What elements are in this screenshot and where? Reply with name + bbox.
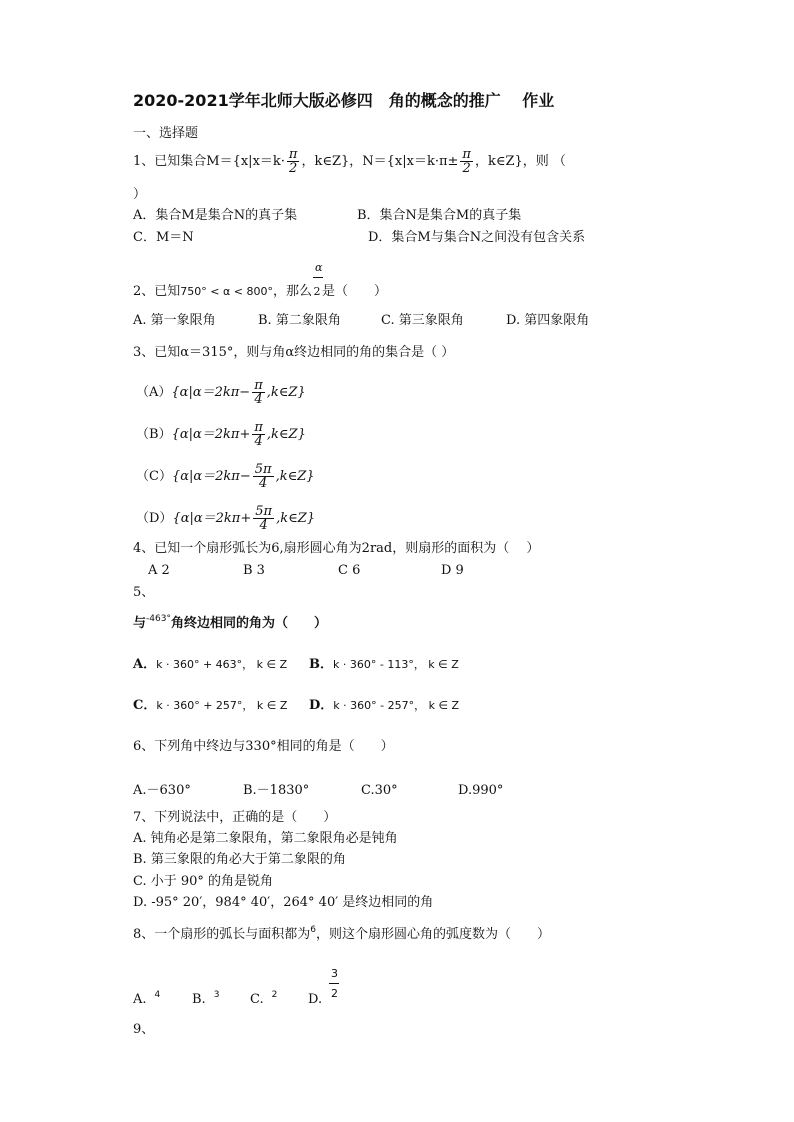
question-5-stem: 与$^{-463^\circ}$角终边相同的角为（ ）	[133, 614, 327, 631]
question-3-option-c: （C）{α|α＝2kπ− $\frac{5\pi}{4}$ ,k∈Z}	[136, 462, 315, 491]
question-1-option-a: A．集合M是集合N的真子集	[133, 208, 298, 223]
question-7-option-c: C. 小于 90° 的角是锐角	[133, 874, 274, 889]
question-8-option-d-numerator: 3	[331, 967, 338, 980]
question-6-option-d: D.990°	[458, 783, 504, 798]
question-1-option-c: C．M＝N	[133, 230, 194, 245]
question-3-option-d: （D）{α|α＝2kπ+ $\frac{5\pi}{4}$ ,k∈Z}	[136, 504, 315, 533]
question-7-option-b: B. 第三象限的角必大于第二象限的角	[133, 852, 346, 867]
question-5-option-c: C．k · 360° + 257°， k ∈ Z	[133, 698, 288, 713]
question-1-option-b: B．集合N是集合M的真子集	[357, 208, 522, 223]
question-6-option-b: B.－1830°	[243, 783, 310, 798]
question-6-option-c: C.30°	[361, 783, 398, 798]
question-8-stem: 8、一个扇形的弧长与面积都为$^6$，则这个扇形圆心角的弧度数为（ ）	[133, 925, 551, 942]
question-2-option-b: B. 第二象限角	[258, 313, 341, 328]
page-title: 2020-2021学年北师大版必修四 角的概念的推广 作业	[133, 91, 555, 110]
question-6-stem: 6、下列角中终边与330°相同的角是（ ）	[133, 739, 394, 754]
question-5-option-d: D．k · 360° - 257°， k ∈ Z	[309, 698, 460, 713]
question-1-stem: 1、已知集合M＝{x|x＝k· $\frac{\pi}{2}$ ，k∈Z}，N＝{x|x＝k·π± $\frac{\pi}{2}$ ，k∈Z}，则 （	[133, 147, 566, 176]
question-8-option-a: A. $^4$	[133, 990, 161, 1007]
question-4-option-d: D 9	[441, 563, 464, 578]
question-2-fraction-bar	[313, 277, 323, 278]
question-4-option-c: C 6	[338, 563, 361, 578]
question-2-stem: 2、已知750° < α < 800°，那么 2 是（ ）	[133, 284, 387, 299]
question-9-number: 9、	[133, 1022, 155, 1037]
question-4-option-a: A 2	[148, 563, 170, 578]
question-8-option-d-denominator: 2	[331, 987, 338, 1000]
question-5-option-b: B．k · 360° - 113°， k ∈ Z	[309, 657, 459, 672]
question-2-condition: 750° < α < 800°	[180, 285, 273, 298]
fraction-pi-over-2-b: $\frac{\pi}{2}$	[462, 147, 471, 176]
question-8-option-d: D.	[308, 992, 323, 1007]
question-2-option-c: C. 第三象限角	[381, 313, 464, 328]
question-3-option-b: （B）{α|α＝2kπ+ $\frac{\pi}{4}$ ,k∈Z}	[136, 420, 306, 449]
question-5-option-a: A．k · 360° + 463°， k ∈ Z	[133, 657, 288, 672]
fraction-pi-over-2: $\frac{\pi}{2}$	[288, 147, 298, 176]
question-2-half-numerator: α	[315, 261, 323, 274]
question-5-number: 5、	[133, 585, 155, 600]
question-4-option-b: B 3	[243, 563, 265, 578]
question-4-stem: 4、已知一个扇形弧长为6,扇形圆心角为2rad，则扇形的面积为（ ）	[133, 541, 540, 556]
question-2-option-d: D. 第四象限角	[506, 313, 590, 328]
question-8-fraction-bar	[329, 983, 339, 984]
section-heading: 一、选择题	[133, 126, 199, 141]
question-8-option-b: B. $^3$	[192, 990, 220, 1007]
question-7-option-a: A. 钝角必是第二象限角，第二象限角必是钝角	[133, 831, 398, 846]
question-7-stem: 7、下列说法中，正确的是（ ）	[133, 810, 337, 825]
question-1-option-d: D．集合M与集合N之间没有包含关系	[368, 230, 586, 245]
question-2-option-a: A. 第一象限角	[133, 313, 216, 328]
question-3-option-a: （A）{α|α＝2kπ− $\frac{\pi}{4}$ ,k∈Z}	[136, 378, 306, 407]
question-3-stem: 3、已知α＝315°，则与角α终边相同的角的集合是（ ）	[133, 345, 455, 360]
question-6-option-a: A.－630°	[133, 783, 191, 798]
question-1-close: ）	[133, 187, 147, 202]
question-7-option-d: D. -95° 20′，984° 40′，264° 40′ 是终边相同的角	[133, 895, 434, 910]
question-8-option-c: C. $^2$	[250, 990, 278, 1007]
